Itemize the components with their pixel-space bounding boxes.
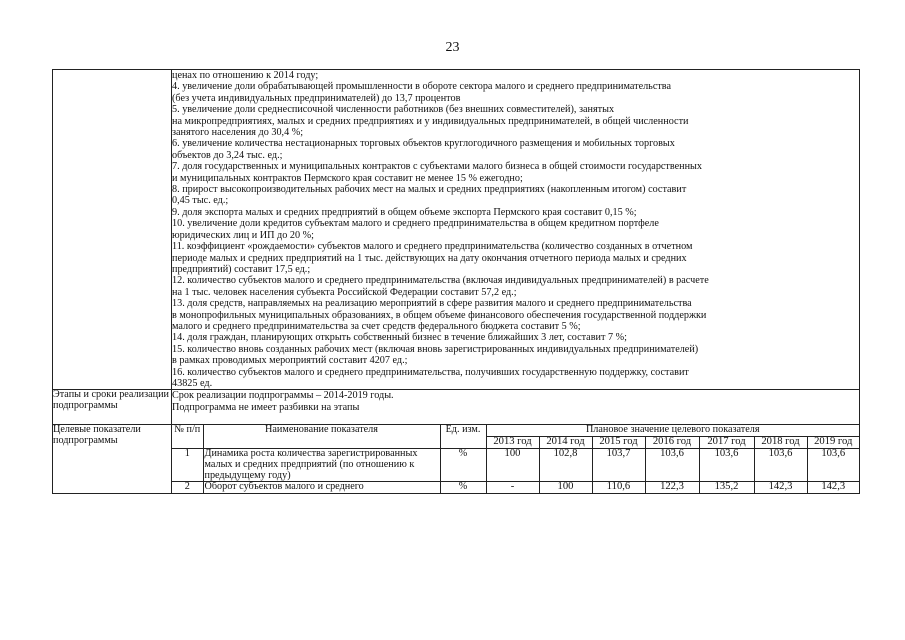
result-line: 12. количество субъектов малого и среднего предпринимательства (включая индивидуальных предпринимателей) в расчете [172,275,709,287]
result-line: 8. прирост высокопроизводительных рабочих мест на малых и средних предприятиях (накопленным итогом) составит [172,184,687,196]
target-value: 103,7 [592,448,645,481]
result-line: предприятий) составит 17,5 ед.; [172,263,311,275]
target-value: 103,6 [807,448,859,481]
col-header-plan: Плановое значение целевого показателя [486,425,859,436]
target-value: 100 [486,448,539,481]
result-line: в рамках проводимых мероприятий составит 4207 ед.; [172,355,408,367]
target-value: 103,6 [645,448,699,481]
year-header: 2014 год [539,437,592,449]
target-value: 122,3 [645,482,699,493]
result-line: юридических лиц и ИП до 20 %; [172,229,314,241]
target-row [172,448,859,481]
result-line: 10. увеличение доли кредитов субъектам малого и среднего предпринимательства в общем кредитном портфеле [172,218,659,230]
year-header: 2013 год [486,437,539,449]
result-line: 9. доля экспорта малых и средних предприятий в общем объеме экспорта Пермского края составит 0,15 %; [172,206,637,218]
col-header-no: № п/п [172,425,203,448]
result-line: в монопрофильных муниципальных образованиях, в общем объеме финансового обеспечения государственной поддержки [172,309,707,321]
stages-row [53,390,860,425]
col-header-name: Наименование показателя [203,425,440,448]
expected-results-list [172,70,859,389]
result-line: периоде малых и средних предприятий на 1 тыс. действующих на дату окончания отчетного периода малых и средних [172,252,687,264]
result-line: 4. увеличение доли обрабатывающей промышленности в обороте сектора малого и среднего предпринимательства [172,81,671,93]
target-value: 110,6 [592,482,645,493]
targets-cell [172,425,860,494]
targets-header-row [172,425,859,436]
result-line: 0,45 тыс. ед.; [172,195,229,207]
stages-label: Этапы и сроки реализации подпрограммы [53,390,172,425]
target-no: 2 [172,482,203,493]
result-line: и муниципальных контрактов Пермского края составит не менее 15 % ежегодно; [172,172,523,184]
target-unit: % [440,448,486,481]
year-header: 2017 год [699,437,754,449]
result-line: 6. увеличение количества нестационарных торговых объектов круглогодичного размещения и мобильных торговых [172,138,675,150]
result-line: занятого населения до 30,4 %; [172,127,304,139]
target-value: 103,6 [754,448,807,481]
stages-line-2: Подпрограмма не имеет разбивки на этапы [172,401,360,413]
passport-table [52,69,860,494]
page-number: 23 [445,40,460,55]
target-no: 1 [172,448,203,481]
target-value: - [486,482,539,493]
targets-table [172,425,859,493]
year-header: 2018 год [754,437,807,449]
targets-label: Целевые показатели подпрограммы [53,425,172,494]
result-line: малого и среднего предпринимательства за счет средств федерального бюджета составит 5 %; [172,320,581,332]
stages-line-1: Срок реализации подпрограммы – 2014-2019 годы. [172,390,394,402]
result-line: 14. доля граждан, планирующих открыть собственный бизнес в течение ближайших 3 лет, составит 7 %; [172,332,627,344]
result-line: 7. доля государственных и муниципальных контрактов с субъектами малого бизнеса в общей стоимости государственных [172,161,702,173]
result-line: на микропредприятиях, малых и средних предприятиях и у индивидуальных предпринимателей, в общей численности [172,115,689,127]
result-line: на 1 тыс. человек населения субъекта Российской Федерации составит 57,2 ед.; [172,286,517,298]
result-line: (без учета индивидуальных предпринимателей) до 13,7 процентов [172,92,461,104]
result-line: 11. коэффициент «рождаемости» субъектов малого и среднего предпринимательства (количество созданных в отчетном [172,241,693,253]
target-value: 100 [539,482,592,493]
target-value: 142,3 [754,482,807,493]
target-name: Оборот субъектов малого и среднего [203,482,440,493]
expected-results-row [53,70,860,390]
expected-results-label-cell [53,70,172,390]
result-line: ценах по отношению к 2014 году; [172,70,319,81]
year-header: 2015 год [592,437,645,449]
target-unit: % [440,482,486,493]
target-value: 135,2 [699,482,754,493]
result-line: 13. доля средств, направляемых на реализацию мероприятий в сфере развития малого и среднего предпринимательства [172,298,692,310]
result-line: 16. количество субъектов малого и среднего предпринимательства, получивших государственную поддержку, составит [172,366,689,378]
target-value: 103,6 [699,448,754,481]
target-value: 142,3 [807,482,859,493]
result-line: 43825 ед. [172,377,213,389]
target-value: 102,8 [539,448,592,481]
targets-row [53,425,860,494]
year-header: 2019 год [807,437,859,449]
stages-cell [172,390,860,425]
result-line: 5. увеличение доли среднесписочной численности работников (без внешних совместителей), занятых [172,104,615,116]
expected-results-cell [172,70,860,390]
col-header-unit: Ед. изм. [440,425,486,448]
year-header: 2016 год [645,437,699,449]
result-line: объектов до 3,24 тыс. ед.; [172,149,283,161]
target-row [172,482,859,493]
result-line: 15. количество вновь созданных рабочих мест (включая вновь зарегистрированных индивидуальных предпринимателей) [172,343,699,355]
target-name: Динамика роста количества зарегистрированных малых и средних предприятий (по отношению к предыдущему году) [203,448,440,481]
